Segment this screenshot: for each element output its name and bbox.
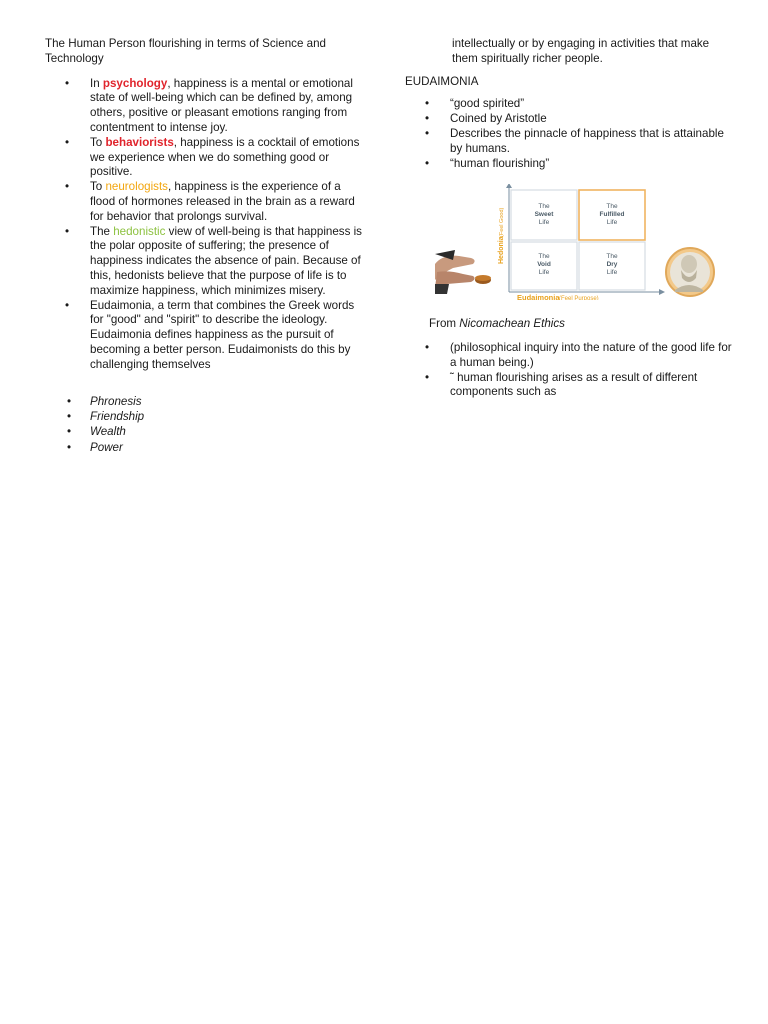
quadrant-label: The — [538, 203, 550, 210]
y-axis-label: Hedonia — [498, 236, 505, 264]
left-column — [45, 37, 367, 456]
source-line: From Nicomachean Ethics — [429, 317, 565, 330]
document-title: The Human Person flourishing in terms of Science and Technology — [45, 37, 326, 65]
quadrant-label: Life — [538, 269, 550, 276]
list-item: • “good spirited” — [425, 97, 525, 111]
y-axis-sublabel: (Feel Good) — [499, 207, 505, 237]
definitions-list — [45, 77, 367, 373]
term-hedonistic: hedonistic — [113, 224, 166, 238]
x-axis-sublabel: (Feel Purpose) — [559, 296, 599, 300]
right-column — [405, 37, 735, 171]
list-item: • (philosophical inquiry into the nature of the good life for a human being.) — [425, 341, 732, 369]
list-item: • The hedonistic view of well-being is that happiness is the polar opposite of suffering; the presence of happiness indicates the absence of pain. Because of this, hedonists believe that the purpose of life is to maximize happiness, which minimizes misery. — [65, 224, 362, 297]
quadrant-label: Sweet — [534, 211, 554, 218]
term-behaviorists: behaviorists — [105, 135, 174, 149]
list-item: • Eudaimonia, a term that combines the Greek words for "good" and "spirit" to describe the ideology. Eudaimonia defines happiness as the pursuit of becoming a better person. Eudaimonists do this by challenging themselves — [65, 298, 355, 371]
quadrant-label: Life — [606, 219, 618, 226]
list-item: • ˜ human flourishing arises as a result of different components such as — [425, 370, 698, 399]
components-list — [45, 395, 367, 457]
list-item: • Describes the pinnacle of happiness that is attainable by humans. — [425, 126, 724, 155]
quadrant-label: Dry — [606, 261, 618, 268]
list-item: • Wealth — [67, 425, 126, 439]
term-neurologists: neurologists — [105, 180, 168, 194]
quadrant-label: The — [606, 203, 618, 210]
list-item: • “human flourishing” — [425, 156, 550, 170]
eudaimonia-list — [405, 97, 735, 171]
list-item: • Coined by Aristotle — [425, 112, 547, 126]
hands-illustration — [435, 250, 491, 294]
list-item: • To behaviorists, happiness is a cocktail of emotions we experience when we do something good or positive. — [65, 135, 360, 179]
aristotle-bust-icon — [666, 248, 714, 296]
list-item: • In psychology, happiness is a mental or emotional state of well-being which can be defined by, among others, positive or pleasant emotions ranging from contentment to intense joy. — [65, 76, 353, 134]
term-psychology: psychology — [102, 76, 168, 90]
quadrant-label: Life — [538, 219, 550, 226]
list-item: • Phronesis — [67, 394, 142, 408]
quadrant-label: The — [538, 253, 550, 260]
list-item: • Power — [67, 440, 123, 454]
quadrant-label: Fulfilled — [599, 211, 625, 218]
continuation-text: intellectually or by engaging in activities that make them spiritually richer people. — [452, 37, 710, 65]
list-item: • To neurologists, happiness is the experience of a flood of hormones released in the brain as a reward for behavior that prolongs survival. — [65, 180, 355, 223]
happiness-quadrant-figure — [433, 184, 721, 300]
nicomachean-list — [405, 341, 735, 400]
x-axis-label: Eudaimonia — [517, 293, 560, 300]
quadrant-label: Life — [606, 269, 618, 276]
quadrant-label: Void — [537, 261, 551, 268]
quadrant-label: The — [606, 253, 618, 260]
list-item: • Friendship — [67, 409, 145, 423]
source-title: Nicomachean Ethics — [459, 317, 565, 330]
section-heading: EUDAIMONIA — [405, 74, 479, 88]
